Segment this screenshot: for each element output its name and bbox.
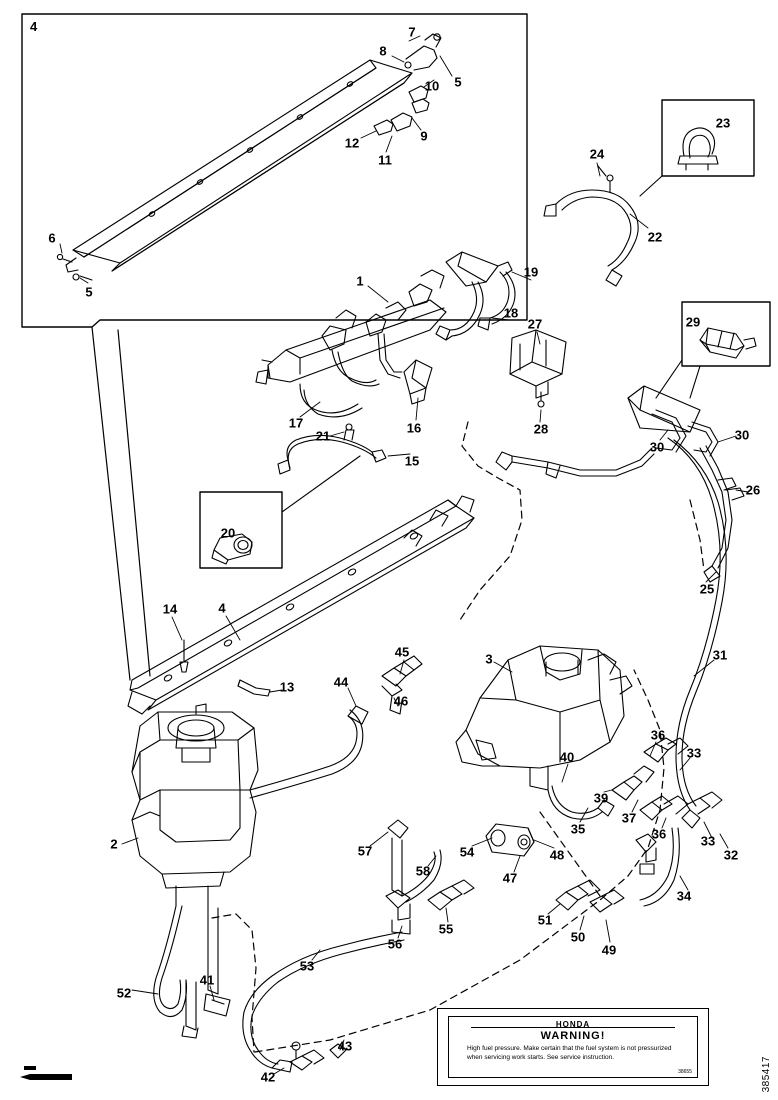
- inset-box-sensor-29: [656, 302, 770, 398]
- callout-36-lower: 36: [651, 826, 667, 842]
- hose-22: [544, 166, 638, 286]
- callout-47: 47: [502, 870, 518, 886]
- callout-9: 9: [420, 128, 428, 144]
- callout-13: 13: [279, 679, 295, 695]
- callout-10: 10: [424, 78, 440, 94]
- callout-58: 58: [415, 863, 431, 879]
- callout-46: 46: [393, 693, 409, 709]
- warning-code: 38655: [678, 1069, 692, 1075]
- callout-41: 41: [199, 972, 215, 988]
- warning-brand: HONDA: [555, 1020, 591, 1029]
- inset-box-rail-4: [22, 14, 527, 327]
- callout-40: 40: [559, 749, 575, 765]
- callout-31: 31: [712, 647, 728, 663]
- callout-5-top: 5: [454, 74, 462, 90]
- callout-45: 45: [394, 644, 410, 660]
- upper-rail-assembly: [256, 252, 515, 474]
- callout-56: 56: [387, 936, 403, 952]
- callout-50: 50: [570, 929, 586, 945]
- callout-25: 25: [699, 581, 715, 597]
- callout-2: 2: [110, 836, 118, 852]
- orientation-arrow: [20, 1066, 72, 1080]
- callout-leaders: [122, 163, 748, 1074]
- callout-39: 39: [593, 790, 609, 806]
- callout-52: 52: [116, 985, 132, 1001]
- callout-37: 37: [621, 810, 637, 826]
- callout-14: 14: [162, 601, 178, 617]
- callout-22: 22: [647, 229, 663, 245]
- callout-44: 44: [333, 674, 349, 690]
- callout-51: 51: [537, 912, 553, 928]
- callout-20: 20: [220, 525, 236, 541]
- callout-24: 24: [589, 146, 605, 162]
- callout-5-left: 5: [85, 284, 93, 300]
- callout-1: 1: [356, 273, 364, 289]
- callout-27: 27: [527, 316, 543, 332]
- callout-18: 18: [503, 305, 519, 321]
- inset-box-clip-23: [640, 100, 754, 196]
- callout-36-upper: 36: [650, 727, 666, 743]
- callout-23: 23: [715, 115, 731, 131]
- lower-rail-assembly: [128, 496, 474, 714]
- callout-43: 43: [337, 1038, 353, 1054]
- callout-33-upper: 33: [686, 745, 702, 761]
- callout-55: 55: [438, 921, 454, 937]
- callout-49: 49: [601, 942, 617, 958]
- callout-32: 32: [723, 847, 739, 863]
- sheet-code: 385417: [761, 1055, 772, 1092]
- callout-30-left: 30: [649, 439, 665, 455]
- callout-17: 17: [288, 415, 304, 431]
- callout-54: 54: [459, 844, 475, 860]
- callout-3: 3: [485, 651, 493, 667]
- warning-label-box: [437, 1008, 709, 1086]
- valve-block-27: [510, 330, 566, 407]
- callout-4-rail: 4: [218, 600, 226, 616]
- callout-33-lower: 33: [700, 833, 716, 849]
- inset-box-label: 4: [30, 19, 38, 34]
- callout-19: 19: [523, 264, 539, 280]
- callout-34: 34: [676, 888, 692, 904]
- callout-21: 21: [315, 428, 331, 444]
- callout-12: 12: [344, 135, 360, 151]
- mid-right-lines: [496, 386, 744, 828]
- dashed-reference-lines: [212, 422, 704, 1052]
- callout-16: 16: [406, 420, 422, 436]
- warning-body-text: High fuel pressure. Make certain that the fuel system is not pressurized when servicing work starts. See service instruction.: [467, 1045, 672, 1062]
- hp-pump-assembly-3: [456, 646, 722, 906]
- callout-15: 15: [404, 453, 420, 469]
- callout-8: 8: [379, 43, 387, 59]
- callout-7: 7: [408, 24, 416, 40]
- pump-assembly-2: [132, 704, 368, 1038]
- callout-53: 53: [299, 958, 315, 974]
- callout-6: 6: [48, 230, 56, 246]
- callout-26: 26: [745, 482, 761, 498]
- callout-29: 29: [685, 314, 701, 330]
- callout-48: 48: [549, 847, 565, 863]
- callout-28: 28: [533, 421, 549, 437]
- warning-title: WARNING!: [540, 1030, 606, 1042]
- callout-57: 57: [357, 843, 373, 859]
- callout-42: 42: [260, 1069, 276, 1085]
- callout-30-right: 30: [734, 427, 750, 443]
- warning-label-inner: [448, 1016, 698, 1078]
- callout-35: 35: [570, 821, 586, 837]
- callout-11: 11: [378, 152, 392, 168]
